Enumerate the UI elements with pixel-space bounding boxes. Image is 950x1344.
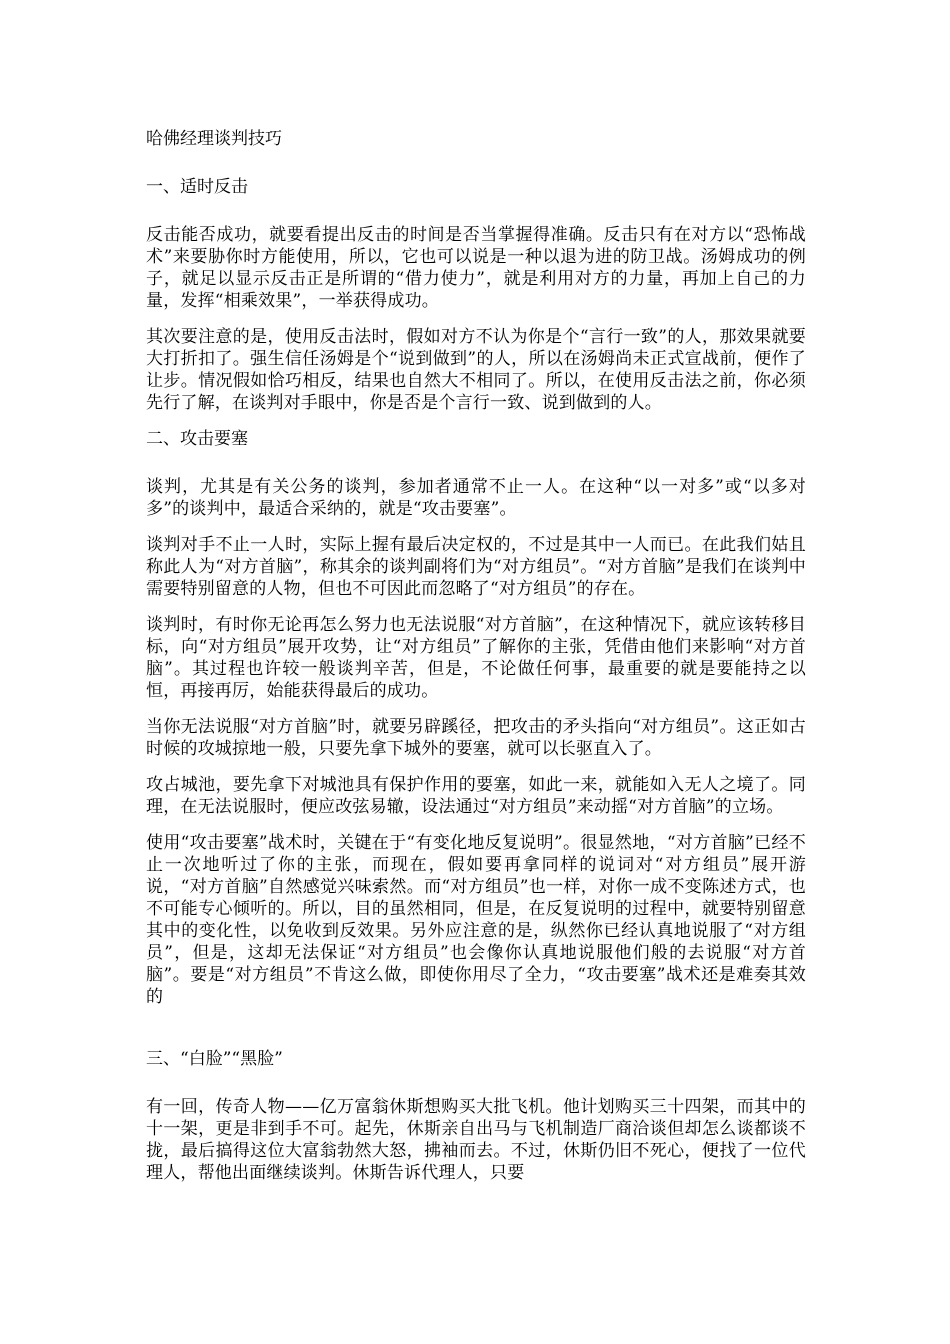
section-heading: 一、适时反击: [146, 177, 248, 197]
paragraph: 谈判，尤其是有关公务的谈判，参加者通常不止一人。在这种“以一对多”或“以多对多”的谈判中，最适合采纳的，就是“攻击要塞”。: [146, 477, 806, 519]
document-title: 哈佛经理谈判技巧: [146, 129, 282, 149]
paragraph: 使用“攻击要塞”战术时，关键在于“有变化地反复说明”。很显然地，“对方首脑”已经不止一次地听过了你的主张，而现在，假如要再拿同样的说词对“对方组员”展开游说，“对方首脑”自然感觉兴味索然。而“对方组员”也一样，对你一成不变陈述方式，也不可能专心倾听的。所以，目的虽然相同，但是，在反复说明的过程中，就要特别留意其中的变化性，以免收到反效果。另外应注意的是，纵然你已经认真地说服了“对方组员”，但是，这却无法保证“对方组员”也会像你认真地说服他们般的去说服“对方首脑”。要是“对方组员”不肯这么做，即使你用尽了全力，“攻击要塞”战术还是难奏其效的: [146, 833, 806, 1007]
section-heading: 三、“白脸”“黑脸”: [146, 1049, 283, 1069]
section-2: [146, 428, 806, 1008]
section-3: [146, 1048, 806, 1184]
paragraph: 反击能否成功，就要看提出反击的时间是否当掌握得准确。反击只有在对方以“恐怖战术”来要胁你时方能使用，所以，它也可以说是一种以退为进的防卫战。汤姆成功的例子，就足以显示反击正是所谓的“借力使力”，就是利用对方的力量，再加上自己的力量，发挥“相乘效果”，一举获得成功。: [146, 225, 806, 311]
document-page: [146, 128, 806, 1198]
section-heading: 二、攻击要塞: [146, 429, 248, 449]
paragraph: 有一回，传奇人物——亿万富翁休斯想购买大批飞机。他计划购买三十四架，而其中的十一架，更是非到手不可。起先，休斯亲自出马与飞机制造厂商洽谈但却怎么谈都谈不拢，最后搞得这位大富翁勃然大怒，拂袖而去。不过，休斯仍旧不死心，便找了一位代理人，帮他出面继续谈判。休斯告诉代理人，只要: [146, 1097, 806, 1183]
paragraph: 当你无法说服“对方首脑”时，就要另辟蹊径，把攻击的矛头指向“对方组员”。这正如古时候的攻城掠地一般，只要先拿下城外的要塞，就可以长驱直入了。: [146, 717, 806, 759]
paragraph: 其次要注意的是，使用反击法时，假如对方不认为你是个“言行一致”的人，那效果就要大打折扣了。强生信任汤姆是个“说到做到”的人，所以在汤姆尚未正式宣战前，便作了让步。情况假如恰巧相反，结果也自然大不相同了。所以，在使用反击法之前，你必须先行了解，在谈判对手眼中，你是否是个言行一致、说到做到的人。: [146, 327, 806, 413]
paragraph: 谈判对手不止一人时，实际上握有最后决定权的，不过是其中一人而已。在此我们姑且称此人为“对方首脑”，称其余的谈判副将们为“对方组员”。“对方首脑”是我们在谈判中需要特别留意的人物，但也不可因此而忽略了“对方组员”的存在。: [146, 535, 806, 599]
section-1: [146, 176, 806, 414]
paragraph: 谈判时，有时你无论再怎么努力也无法说服“对方首脑”，在这种情况下，就应该转移目标，向“对方组员”展开攻势，让“对方组员”了解你的主张，凭借由他们来影响“对方首脑”。其过程也许较一般谈判辛苦，但是，不论做任何事，最重要的就是要能持之以恒，再接再厉，始能获得最后的成功。: [146, 615, 806, 701]
paragraph: 攻占城池，要先拿下对城池具有保护作用的要塞，如此一来，就能如入无人之境了。同理，在无法说服时，便应改弦易辙，设法通过“对方组员”来动摇“对方首脑”的立场。: [146, 775, 806, 817]
